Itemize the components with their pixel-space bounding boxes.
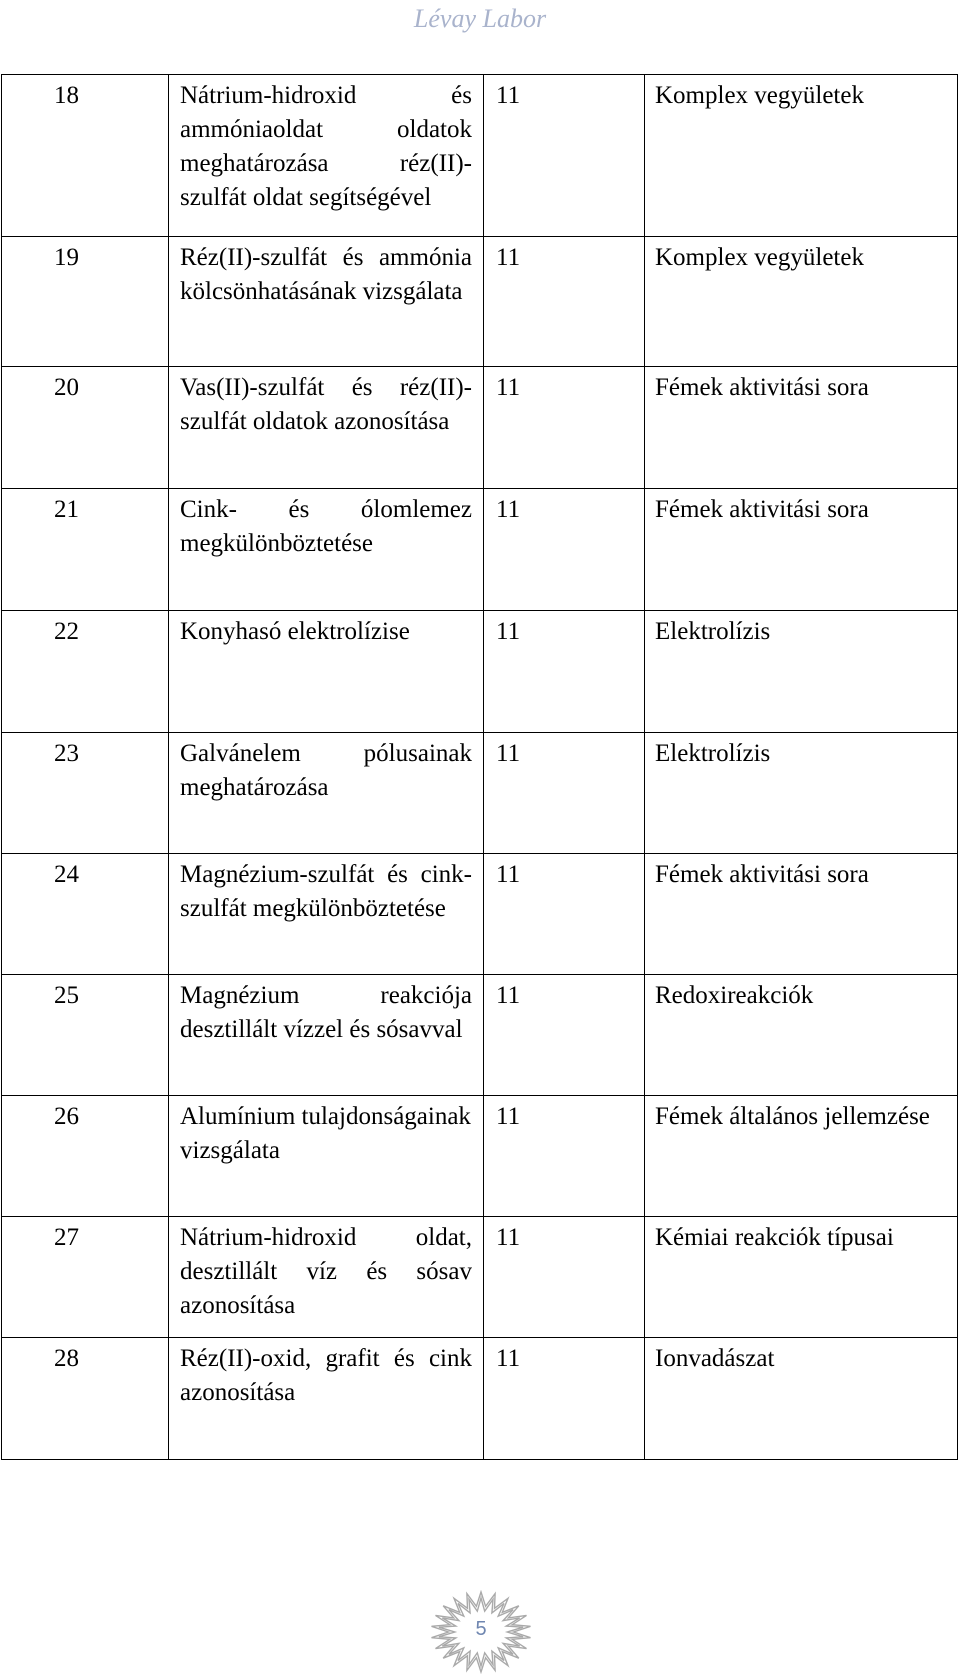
table-row (2, 854, 958, 975)
experiment-title: Réz(II)-szulfát és ammónia kölcsönhatásának vizsgálata (169, 237, 484, 367)
grade-cell: 11 (484, 854, 645, 975)
grade-cell: 11 (484, 367, 645, 489)
table-row (2, 611, 958, 733)
grade-cell: 11 (484, 975, 645, 1096)
experiment-title: Alumínium tulajdonságainak vizsgálata (169, 1096, 484, 1217)
topic-cell: Redoxireakciók (645, 975, 958, 1096)
experiment-title: Nátrium-hidroxid és ammóniaoldat oldatok meghatározása réz(II)-szulfát oldat segítségével (169, 75, 484, 237)
experiment-number: 26 (2, 1096, 169, 1217)
experiment-number: 21 (2, 489, 169, 611)
table-row (2, 237, 958, 367)
page-header-title: Lévay Labor (413, 4, 547, 33)
experiment-title: Galvánelem pólusainak meghatározása (169, 733, 484, 854)
topic-cell: Komplex vegyületek (645, 75, 958, 237)
grade-cell: 11 (484, 489, 645, 611)
experiment-number: 24 (2, 854, 169, 975)
grade-cell: 11 (484, 1096, 645, 1217)
experiment-number: 25 (2, 975, 169, 1096)
topic-cell: Fémek aktivitási sora (645, 489, 958, 611)
grade-cell: 11 (484, 611, 645, 733)
experiment-title: Cink- és ólomlemez megkülönböztetése (169, 489, 484, 611)
experiment-title: Magnézium-szulfát és cink-szulfát megkülönböztetése (169, 854, 484, 975)
experiment-number: 22 (2, 611, 169, 733)
experiment-title: Konyhasó elektrolízise (169, 611, 484, 733)
topic-cell: Komplex vegyületek (645, 237, 958, 367)
experiment-title: Nátrium-hidroxid oldat, desztillált víz és sósav azonosítása (169, 1217, 484, 1338)
experiment-number: 19 (2, 237, 169, 367)
grade-cell: 11 (484, 733, 645, 854)
page-number: 5 (475, 1618, 487, 1640)
grade-cell: 11 (484, 75, 645, 237)
experiment-number: 27 (2, 1217, 169, 1338)
table-row (2, 975, 958, 1096)
table-row (2, 1338, 958, 1460)
experiment-title: Réz(II)-oxid, grafit és cink azonosítása (169, 1338, 484, 1460)
grade-cell: 11 (484, 1217, 645, 1338)
experiment-title: Magnézium reakciója desztillált vízzel és sósavval (169, 975, 484, 1096)
experiment-number: 20 (2, 367, 169, 489)
table-row (2, 1096, 958, 1217)
experiment-number: 18 (2, 75, 169, 237)
topic-cell: Fémek aktivitási sora (645, 367, 958, 489)
topic-cell: Fémek általános jellemzése (645, 1096, 958, 1217)
topic-cell: Kémiai reakciók típusai (645, 1217, 958, 1338)
grade-cell: 11 (484, 237, 645, 367)
table-row (2, 1217, 958, 1338)
table-row (2, 367, 958, 489)
experiment-table (1, 74, 958, 1460)
page-number-badge (422, 1590, 540, 1674)
experiment-number: 28 (2, 1338, 169, 1460)
table-row (2, 733, 958, 854)
topic-cell: Elektrolízis (645, 611, 958, 733)
experiment-title: Vas(II)-szulfát és réz(II)-szulfát oldatok azonosítása (169, 367, 484, 489)
topic-cell: Fémek aktivitási sora (645, 854, 958, 975)
grade-cell: 11 (484, 1338, 645, 1460)
topic-cell: Elektrolízis (645, 733, 958, 854)
experiment-number: 23 (2, 733, 169, 854)
topic-cell: Ionvadászat (645, 1338, 958, 1460)
table-row (2, 75, 958, 237)
table-row (2, 489, 958, 611)
